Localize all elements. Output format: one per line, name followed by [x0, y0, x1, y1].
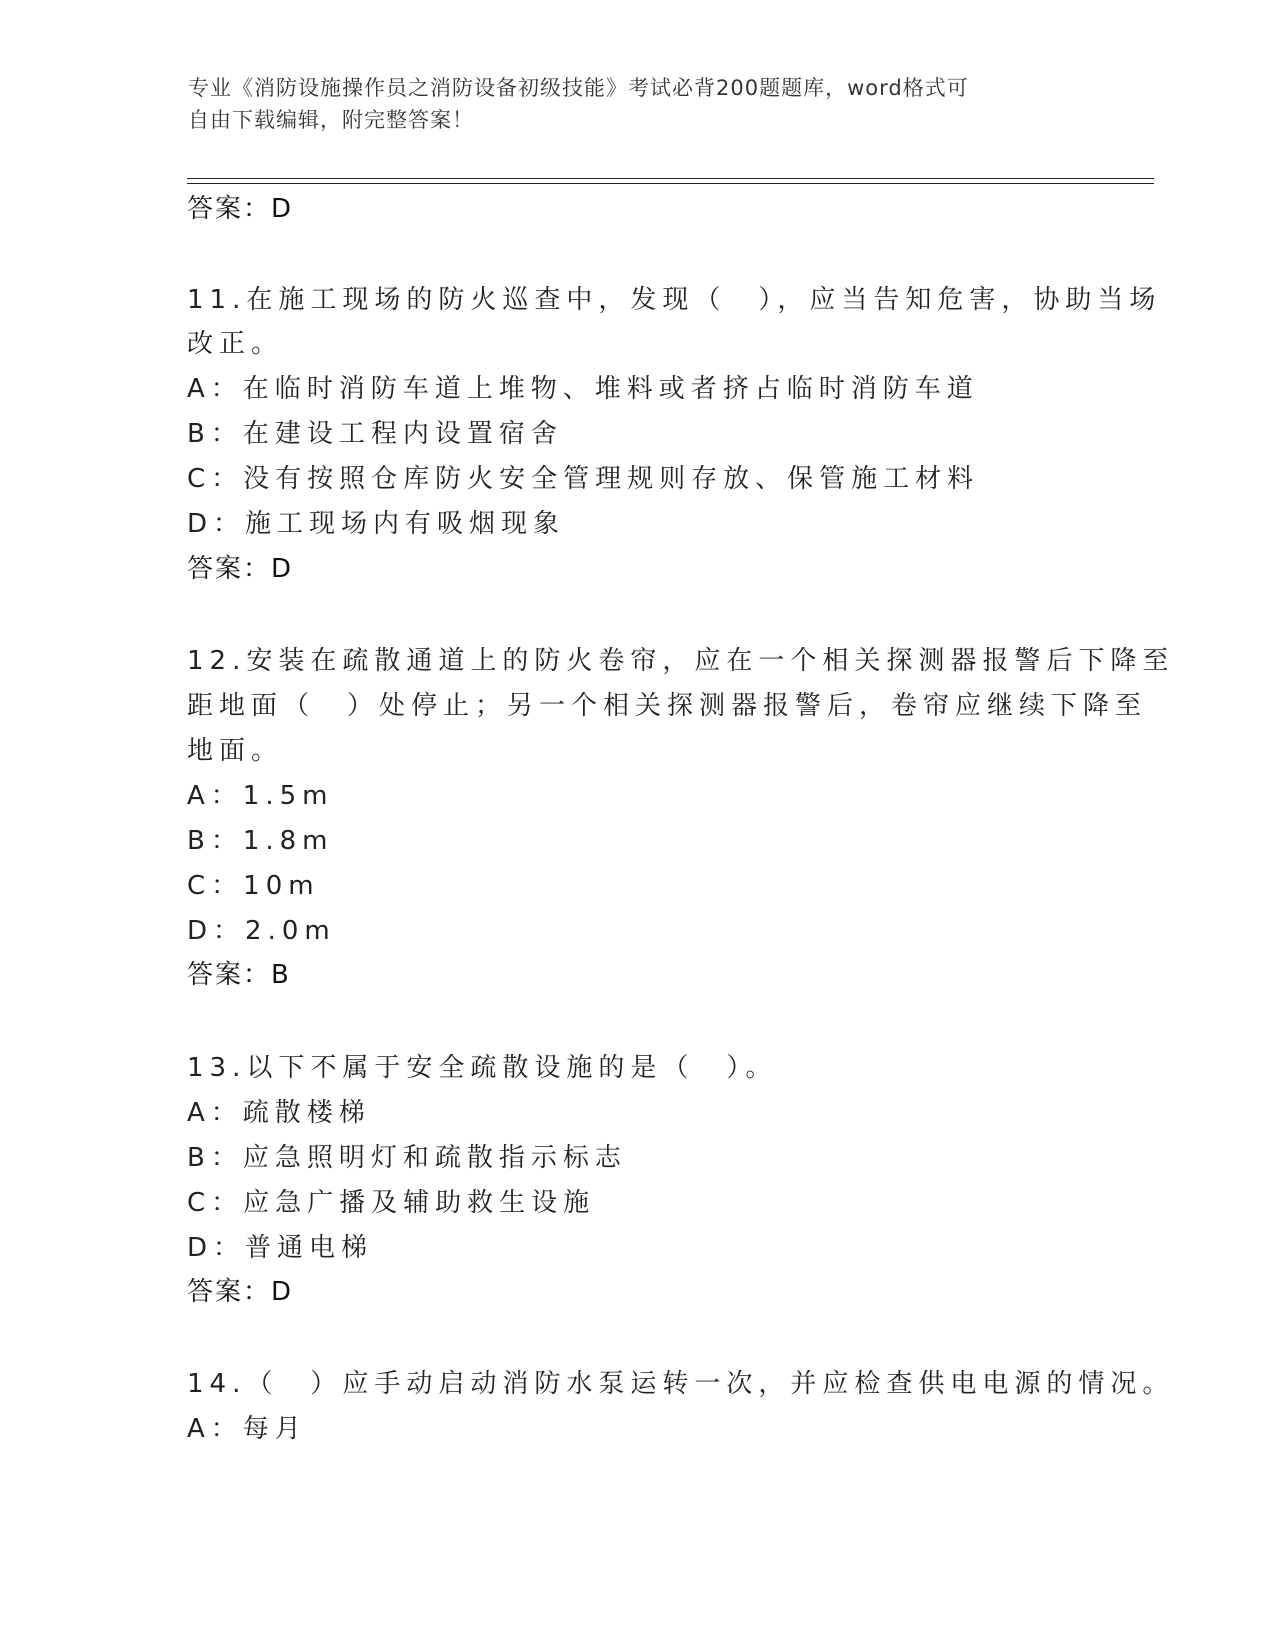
- q13-answer: 答案：D: [187, 1277, 294, 1307]
- q11-option-a: A：在临时消防车道上堆物、堆料或者挤占临时消防车道: [187, 374, 979, 404]
- q11-option-b: B：在建设工程内设置宿舍: [187, 419, 563, 449]
- q14-option-a: A：每月: [187, 1414, 307, 1444]
- document-header: [188, 72, 1088, 136]
- q13-option-b: B：应急照明灯和疏散指示标志: [187, 1143, 627, 1173]
- q11-stem-line-2: 改正。: [187, 329, 284, 359]
- q12-stem-line-2: 距地面（ ）处停止；另一个相关探测器报警后，卷帘应继续下降至: [187, 691, 1148, 721]
- header-line-1: 专业《消防设施操作员之消防设备初级技能》考试必背200题题库，word格式可: [188, 76, 969, 100]
- q12-option-d: D：2.0m: [187, 916, 336, 946]
- header-divider-top: [187, 178, 1154, 179]
- q13-option-c: C：应急广播及辅助救生设施: [187, 1188, 596, 1218]
- q11-option-c: C：没有按照仓库防火安全管理规则存放、保管施工材料: [187, 464, 980, 494]
- q13-option-d: D：普通电梯: [187, 1233, 374, 1263]
- header-divider-bottom: [187, 183, 1154, 184]
- q12-answer: 答案：B: [187, 960, 291, 990]
- q12-option-a: A：1.5m: [187, 781, 334, 811]
- q12-option-b: B：1.8m: [187, 826, 334, 856]
- previous-answer: 答案：D: [187, 194, 294, 224]
- q12-stem-line-1: 12.安装在疏散通道上的防火卷帘，应在一个相关探测器报警后下降至: [187, 646, 1175, 676]
- q12-stem-line-3: 地面。: [187, 736, 284, 766]
- q11-answer: 答案：D: [187, 554, 294, 584]
- q13-option-a: A：疏散楼梯: [187, 1098, 371, 1128]
- header-line-2: 自由下载编辑，附完整答案！: [188, 108, 474, 132]
- q12-option-c: C：10m: [187, 871, 320, 901]
- q14-stem-line-1: 14.（ ）应手动启动消防水泵运转一次，并应检查供电电源的情况。: [187, 1369, 1175, 1399]
- q11-stem-line-1: 11.在施工现场的防火巡查中，发现（ ），应当告知危害，协助当场: [187, 285, 1162, 315]
- q13-stem-line-1: 13.以下不属于安全疏散设施的是（ ）。: [187, 1053, 778, 1083]
- q11-option-d: D：施工现场内有吸烟现象: [187, 509, 566, 539]
